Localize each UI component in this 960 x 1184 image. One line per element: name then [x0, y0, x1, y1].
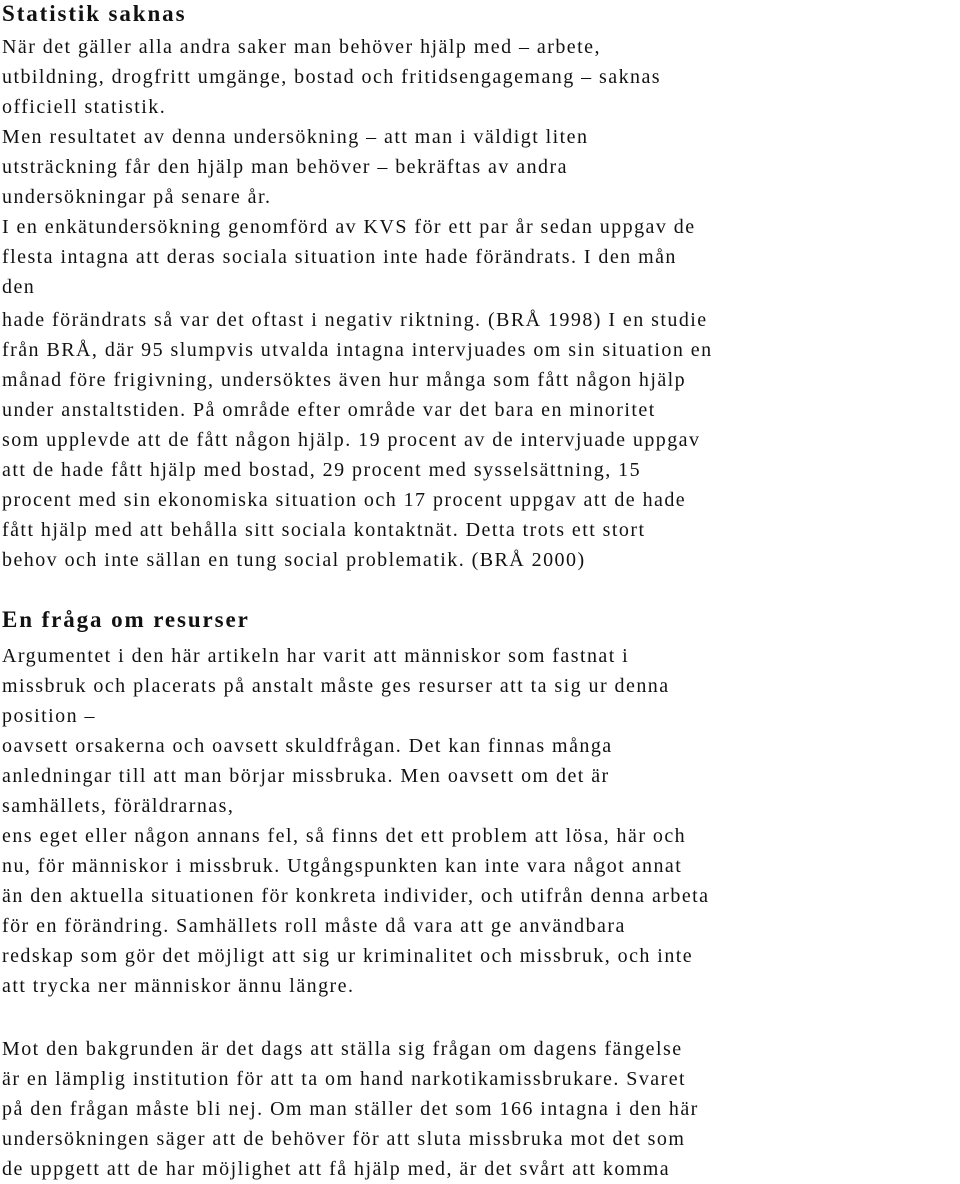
heading-en-fraga-om-resurser: En fråga om resurser	[2, 607, 250, 632]
text-line: hade förändrats så var det oftast i negativ riktning. (BRÅ 1998) I en studie	[2, 309, 708, 331]
text-line: Mot den bakgrunden är det dags att ställa sig frågan om dagens fängelse	[2, 1038, 683, 1060]
text-line: samhällets, föräldrarnas,	[2, 795, 235, 817]
text-line: än den aktuella situationen för konkreta individer, och utifrån denna arbeta	[2, 885, 710, 907]
text-line: behov och inte sällan en tung social problematik. (BRÅ 2000)	[2, 549, 586, 571]
text-line: När det gäller alla andra saker man behöver hjälp med – arbete,	[2, 36, 601, 58]
text-line: den	[2, 276, 36, 298]
text-line: ens eget eller någon annans fel, så finns det ett problem att lösa, här och	[2, 825, 687, 847]
text-line: procent med sin ekonomiska situation och 17 procent uppgav att de hade	[2, 489, 687, 511]
text-line: officiell statistik.	[2, 96, 167, 118]
text-line: flesta intagna att deras sociala situation inte hade förändrats. I den mån	[2, 246, 677, 268]
text-line: nu, för människor i missbruk. Utgångspunkten kan inte vara något annat	[2, 855, 683, 877]
text-line: utsträckning får den hjälp man behöver – bekräftas av andra	[2, 156, 568, 178]
text-line: som upplevde att de fått någon hjälp. 19 procent av de intervjuade uppgav	[2, 429, 701, 451]
text-line: månad före frigivning, undersöktes även hur många som fått någon hjälp	[2, 369, 687, 391]
text-line: undersökningen säger att de behöver för att sluta missbruka mot det som	[2, 1128, 686, 1150]
text-line: Argumentet i den här artikeln har varit att människor som fastnat i	[2, 645, 630, 667]
text-line: position –	[2, 705, 96, 727]
text-line: är en lämplig institution för att ta om hand narkotikamissbrukare. Svaret	[2, 1068, 687, 1090]
text-line: från BRÅ, där 95 slumpvis utvalda intagna intervjuades om sin situation en	[2, 339, 713, 361]
text-line: Men resultatet av denna undersökning – att man i väldigt liten	[2, 126, 589, 148]
text-line: missbruk och placerats på anstalt måste ges resurser att ta sig ur denna	[2, 675, 670, 697]
text-line: undersökningar på senare år.	[2, 186, 272, 208]
text-line: de uppgett att de har möjlighet att få hjälp med, är det svårt att komma	[2, 1158, 671, 1180]
text-line: fått hjälp med att behålla sitt sociala kontaktnät. Detta trots ett stort	[2, 519, 646, 541]
text-line: på den frågan måste bli nej. Om man ställer det som 166 intagna i den här	[2, 1098, 699, 1120]
text-line: under anstaltstiden. På område efter område var det bara en minoritet	[2, 399, 656, 421]
text-line: oavsett orsakerna och oavsett skuldfrågan. Det kan finnas många	[2, 735, 613, 757]
heading-statistik-saknas: Statistik saknas	[2, 1, 187, 26]
text-line: för en förändring. Samhällets roll måste då vara att ge användbara	[2, 915, 626, 937]
text-line: anledningar till att man börjar missbruka. Men oavsett om det är	[2, 765, 610, 787]
text-line: att trycka ner människor ännu längre.	[2, 975, 355, 997]
text-line: redskap som gör det möjligt att sig ur kriminalitet och missbruk, och inte	[2, 945, 694, 967]
text-line: att de hade fått hjälp med bostad, 29 procent med sysselsättning, 15	[2, 459, 642, 481]
text-line: utbildning, drogfritt umgänge, bostad och fritidsengagemang – saknas	[2, 66, 662, 88]
text-line: I en enkätundersökning genomförd av KVS för ett par år sedan uppgav de	[2, 216, 696, 238]
